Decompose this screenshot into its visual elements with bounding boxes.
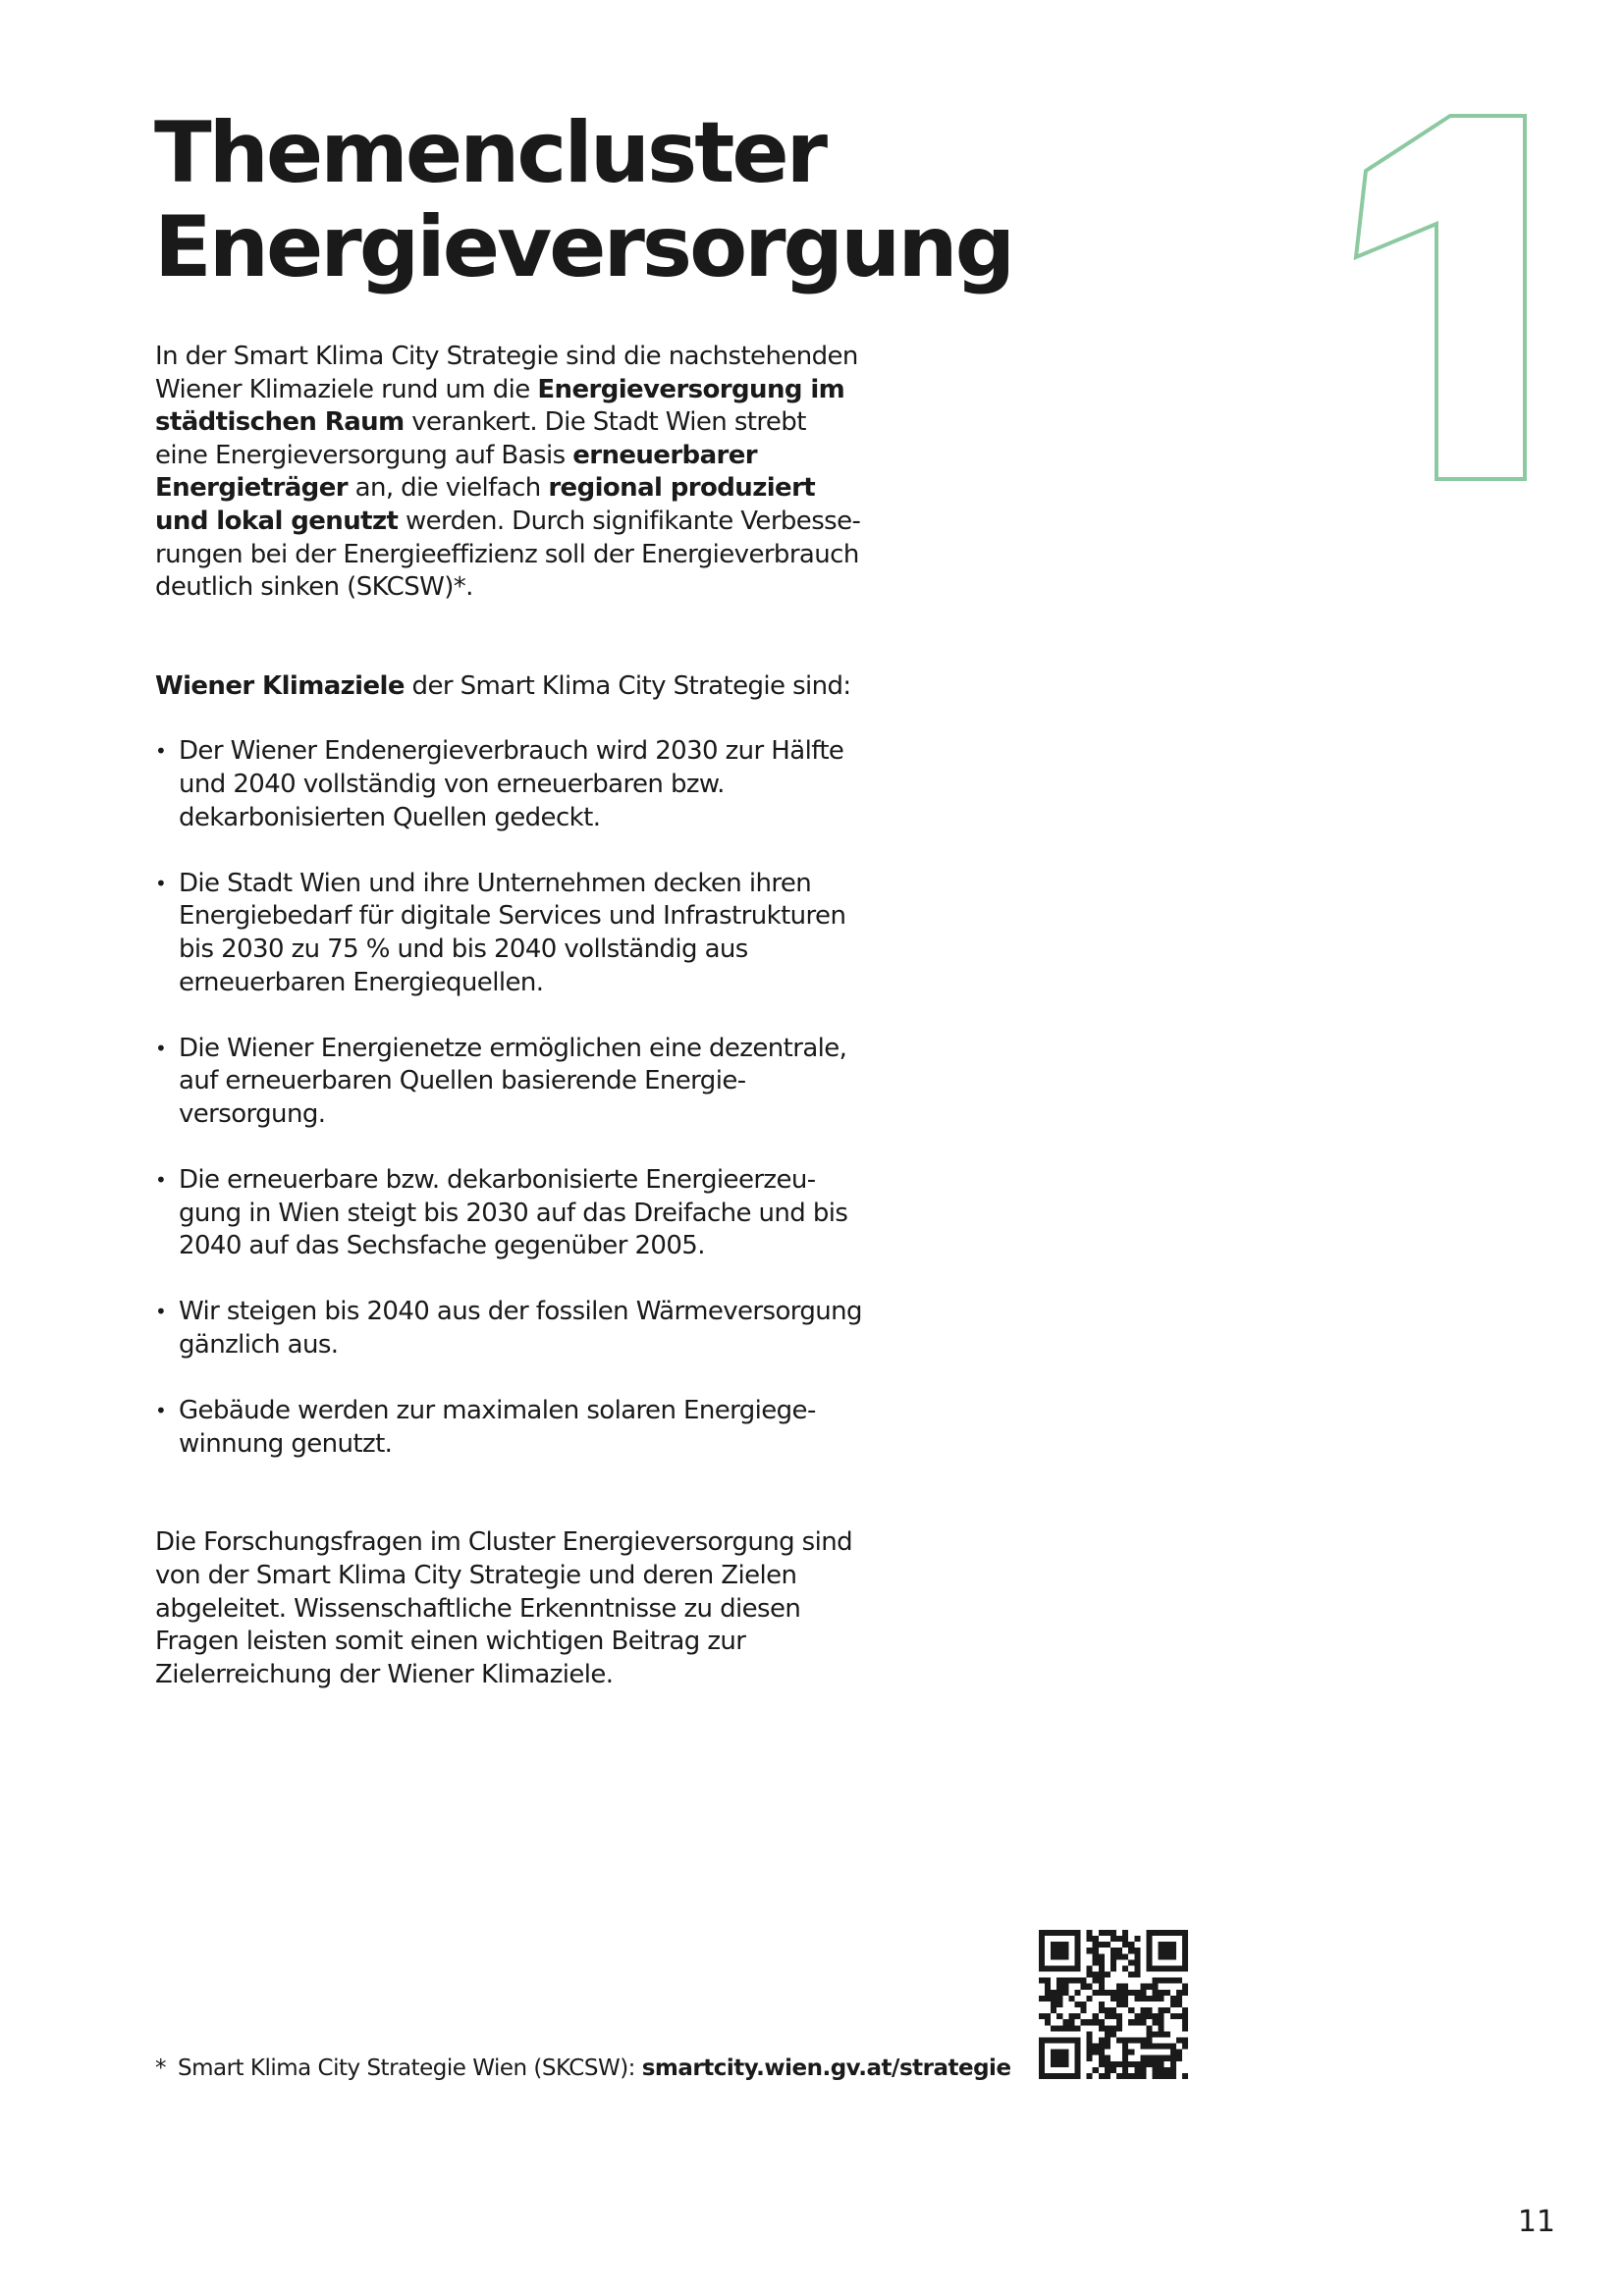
footnote bbox=[155, 2054, 1011, 2083]
intro-bold-2: erneuerbarer Energieträger bbox=[155, 440, 757, 504]
page-number: 11 bbox=[1517, 2205, 1555, 2239]
chapter-number-graphic bbox=[1350, 112, 1532, 481]
goals-list bbox=[155, 735, 862, 1461]
intro-text-1: In der Smart Klima City Strategie sind die nachstehenden Wiener Klimaziele rund um die bbox=[155, 342, 858, 404]
footnote-link[interactable]: smartcity.wien.gv.at/strategie bbox=[641, 2056, 1011, 2081]
goal-item: • Die erneuerbare bzw. dekarbonisierte Energieerzeugung in Wien steigt bis 2030 auf das Dreifache und bis 2040 auf das Sechsfache gegenüber 2005. bbox=[155, 1164, 862, 1263]
title-line-1: Themencluster bbox=[154, 104, 826, 202]
title-line-2: Energieversorgung bbox=[154, 198, 1013, 296]
main-content bbox=[155, 341, 862, 1691]
goal-item: • Die Stadt Wien und ihre Unternehmen decken ihren Energiebedarf für digitale Services und Infrastrukturen bis 2030 zu 75 % und bis 2040 vollständig aus erneuerbaren Energiequellen. bbox=[155, 868, 862, 999]
footnote-text: Smart Klima City Strategie Wien (SKCSW): bbox=[178, 2056, 642, 2081]
goals-heading-rest: der Smart Klima City Strategie sind: bbox=[404, 670, 851, 701]
intro-bold-1: Energieversorgung im städtischen Raum bbox=[155, 374, 845, 438]
closing-paragraph: Die Forschungsfragen im Cluster Energieversorgung sind von der Smart Klima City Strategie und deren Zielen abgeleitet. Wissenschaftliche Erkenntnisse zu diesen Fragen leisten somit einen wichtigen Beitrag zur Zielerreichung der Wiener Klimaziele. bbox=[155, 1527, 853, 1689]
intro-bold-3: regional produziert und lokal genutzt bbox=[155, 473, 816, 536]
qr-code-icon[interactable] bbox=[1039, 1930, 1188, 2079]
page-title bbox=[154, 106, 1012, 294]
goal-item: • Der Wiener Endenergieverbrauch wird 2030 zur Hälfte und 2040 vollständig von erneuerbaren bzw. dekarbonisierten Quellen gedeckt. bbox=[155, 735, 862, 834]
goal-item: • Gebäude werden zur maximalen solaren Energiegewinnung genutzt. bbox=[155, 1395, 862, 1461]
intro-text-2: verankert. Die Stadt Wien strebt eine Energieversorgung auf Basis bbox=[155, 407, 806, 470]
intro-text-3: an, die vielfach bbox=[347, 473, 549, 504]
intro-paragraph bbox=[155, 341, 862, 605]
chapter-number-outline bbox=[1356, 116, 1525, 479]
intro-text-4: werden. Durch signifikante Verbesserungen bei der Energieeffizienz soll der Energieverbrauch deutlich sinken (SKCSW)*. bbox=[155, 506, 861, 603]
footnote-marker: * bbox=[155, 2056, 166, 2081]
goals-heading bbox=[155, 670, 862, 704]
goal-item: • Die Wiener Energienetze ermöglichen eine dezentrale, auf erneuerbaren Quellen basierende Energieversorgung. bbox=[155, 1033, 862, 1132]
goal-item: • Wir steigen bis 2040 aus der fossilen Wärmeversorgung gänzlich aus. bbox=[155, 1296, 862, 1362]
goals-heading-bold: Wiener Klimaziele bbox=[155, 670, 405, 701]
